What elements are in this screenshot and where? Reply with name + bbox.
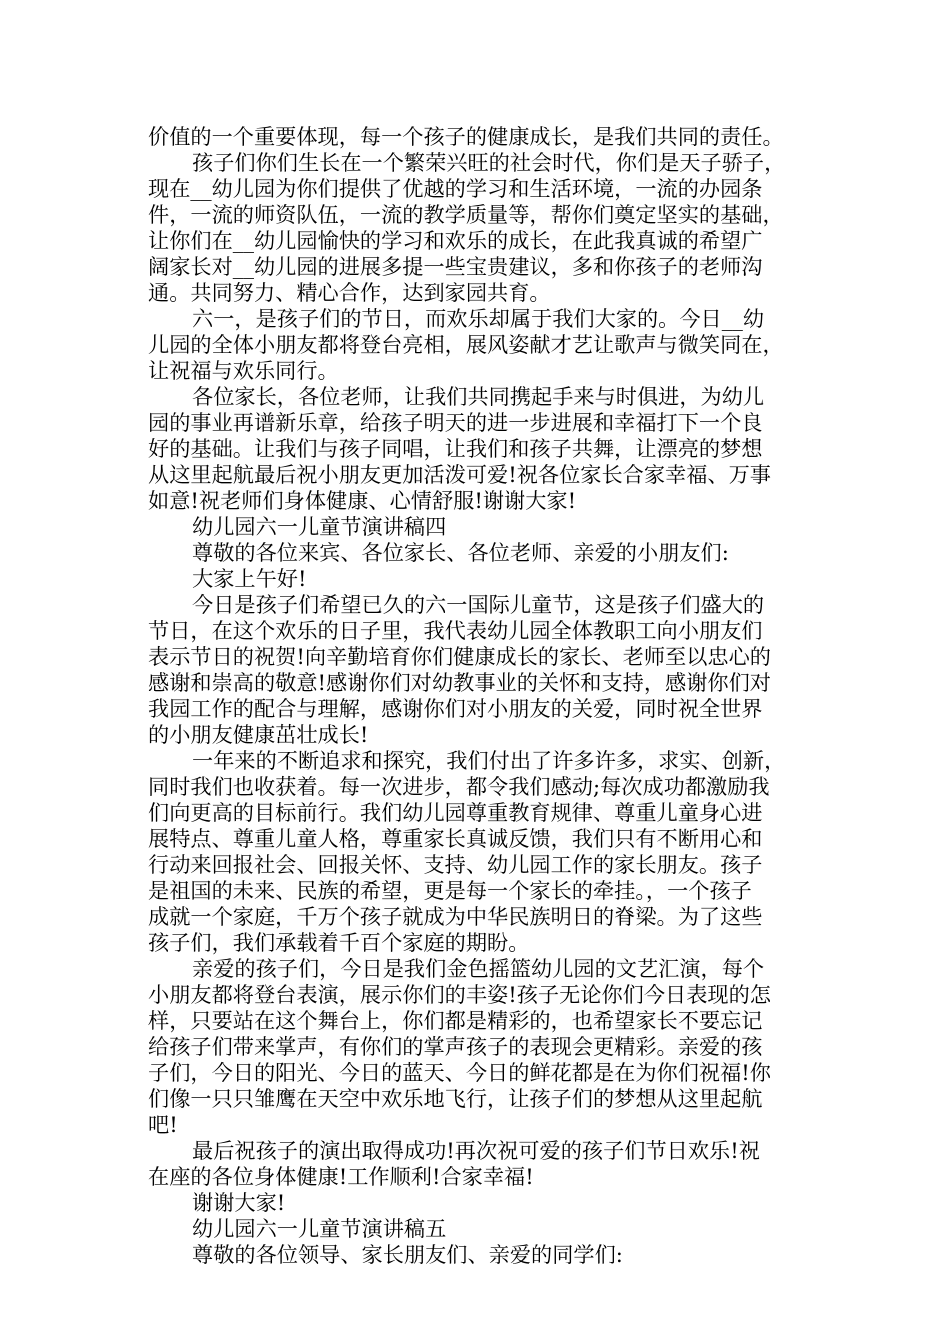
text-line: 小朋友都将登台表演，展示你们的丰姿!孩子无论你们今日表现的怎 — [148, 982, 771, 1007]
text-line: 阔家长对__幼儿园的进展多提一些宝贵建议，多和你孩子的老师沟 — [148, 254, 763, 279]
text-line: 们向更高的目标前行。我们幼儿园尊重教育规律、尊重儿童身心进 — [148, 800, 763, 825]
text-line: 在座的各位身体健康!工作顺利!合家幸福! — [148, 1164, 534, 1189]
text-line: 大家上午好! — [192, 566, 307, 591]
text-line: 价值的一个重要体现，每一个孩子的健康成长，是我们共同的责任。 — [148, 124, 784, 149]
text-line: 孩子们你们生长在一个繁荣兴旺的社会时代，你们是天子骄子， — [192, 150, 786, 175]
text-line: 如意!祝老师们身体健康、心情舒服!谢谢大家! — [148, 488, 577, 513]
text-line: 尊敬的各位来宾、各位家长、各位老师、亲爱的小朋友们: — [192, 540, 729, 565]
text-line: 一年来的不断追求和探究，我们付出了许多许多，求实、创新， — [192, 748, 786, 773]
text-line: 从这里起航最后祝小朋友更加活泼可爱!祝各位家长合家幸福、万事 — [148, 462, 771, 487]
text-line: 是祖国的未来、民族的希望，更是每一个家长的牵挂。，一个孩子 — [148, 878, 752, 903]
text-line: 让你们在__幼儿园愉快的学习和欢乐的成长，在此我真诚的希望广 — [148, 228, 763, 253]
text-line: 园的事业再谱新乐章，给孩子明天的进一步进展和幸福打下一个良 — [148, 410, 763, 435]
text-line: 最后祝孩子的演出取得成功!再次祝可爱的孩子们节日欢乐!祝 — [192, 1138, 760, 1163]
text-line: 儿园的全体小朋友都将登台亮相，展风姿献才艺让歌声与微笑同在， — [148, 332, 784, 357]
text-line: 孩子们，我们承载着千百个家庭的期盼。 — [148, 930, 530, 955]
text-line: 的小朋友健康茁壮成长! — [148, 722, 369, 747]
text-line: 六一，是孩子们的节日，而欢乐却属于我们大家的。今日__幼 — [192, 306, 765, 331]
text-line: 尊敬的各位领导、家长朋友们、亲爱的同学们: — [192, 1242, 623, 1267]
text-line: 亲爱的孩子们，今日是我们金色摇篮幼儿园的文艺汇演，每个 — [192, 956, 765, 981]
text-line: 行动来回报社会、回报关怀、支持、幼儿园工作的家长朋友。孩子 — [148, 852, 763, 877]
text-line: 们像一只只雏鹰在天空中欢乐地飞行，让孩子们的梦想从这里起航 — [148, 1086, 763, 1111]
text-line: 我园工作的配合与理解，感谢你们对小朋友的关爱，同时祝全世界 — [148, 696, 763, 721]
text-line: 展特点、尊重儿童人格，尊重家长真诚反馈，我们只有不断用心和 — [148, 826, 763, 851]
text-line: 幼儿园六一儿童节演讲稿四 — [192, 514, 447, 539]
text-line: 成就一个家庭，千万个孩子就成为中华民族明日的脊梁。为了这些 — [148, 904, 763, 929]
text-line: 表示节日的祝贺!向辛勤培育你们健康成长的家长、老师至以忠心的 — [148, 644, 771, 669]
text-line: 各位家长，各位老师，让我们共同携起手来与时俱进，为幼儿 — [192, 384, 765, 409]
text-line: 节日，在这个欢乐的日子里，我代表幼儿园全体教职工向小朋友们 — [148, 618, 763, 643]
text-line: 让祝福与欢乐同行。 — [148, 358, 339, 383]
document-page — [148, 124, 808, 1268]
text-line: 感谢和崇高的敬意!感谢你们对幼教事业的关怀和支持，感谢你们对 — [148, 670, 771, 695]
text-line: 通。共同努力、精心合作，达到家园共育。 — [148, 280, 551, 305]
text-line: 好的基础。让我们与孩子同唱，让我们和孩子共舞，让漂亮的梦想 — [148, 436, 763, 461]
text-line: 谢谢大家! — [192, 1190, 286, 1215]
text-line: 今日是孩子们希望已久的六一国际儿童节，这是孩子们盛大的 — [192, 592, 765, 617]
text-line: 给孩子们带来掌声，有你们的掌声孩子的表现会更精彩。亲爱的孩 — [148, 1034, 763, 1059]
text-line: 现在__幼儿园为你们提供了优越的学习和生活环境，一流的办园条 — [148, 176, 763, 201]
text-line: 样，只要站在这个舞台上，你们都是精彩的，也希望家长不要忘记 — [148, 1008, 763, 1033]
text-line: 件，一流的师资队伍，一流的教学质量等，帮你们奠定坚实的基础， — [148, 202, 784, 227]
text-line: 幼儿园六一儿童节演讲稿五 — [192, 1216, 447, 1241]
text-line: 同时我们也收获着。每一次进步，都令我们感动;每次成功都激励我 — [148, 774, 770, 799]
text-line: 吧! — [148, 1112, 178, 1137]
text-line: 子们，今日的阳光、今日的蓝天、今日的鲜花都是在为你们祝福!你 — [148, 1060, 771, 1085]
